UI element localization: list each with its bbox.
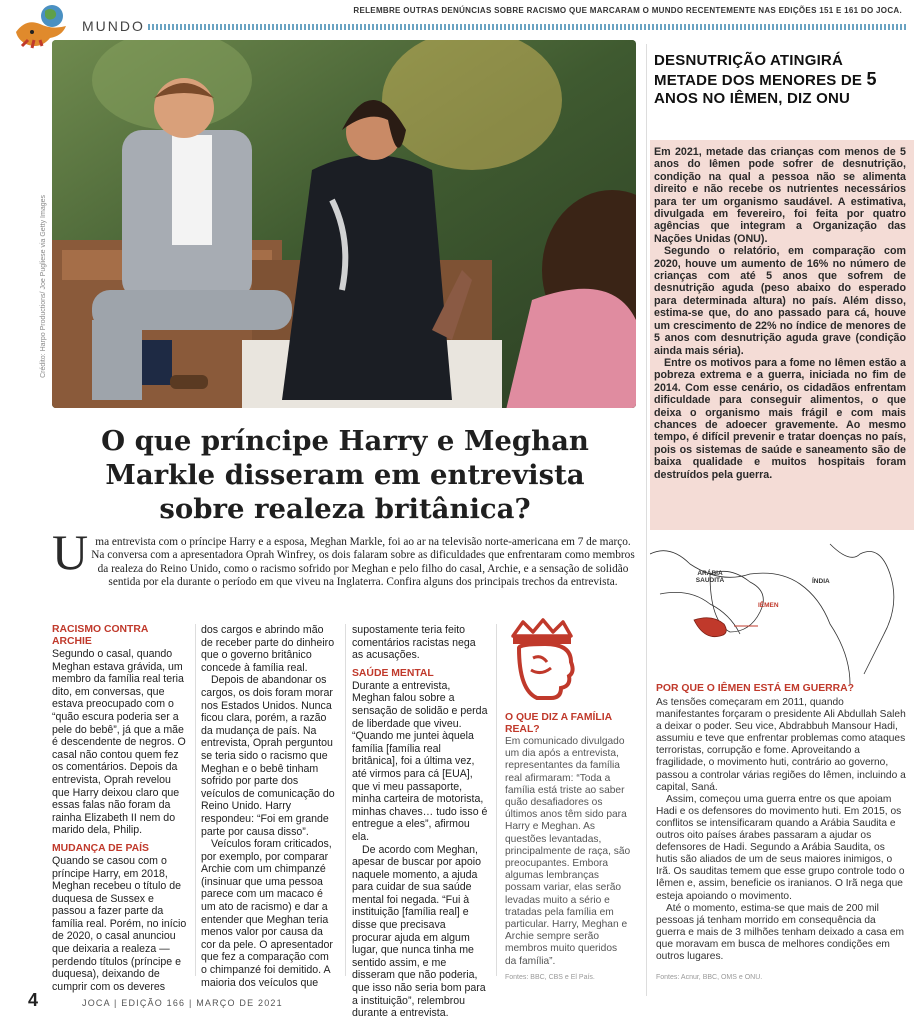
paragraph: Segundo o relatório, em comparação com 2020, houve um aumento de 16% no número de crianças com até 5 anos que sofrem de desnutrição aguda (peso abaixo do esperado para determinada altura) no país. Além disso, estima-se que, do ano passado para cá, houve um crescimento de 22% no índice de menores de 5 anos com desnutrição aguda grave (condição ainda mais séria). xyxy=(654,245,906,357)
heading-racismo: RACISMO CONTRA ARCHIE xyxy=(52,624,149,647)
heading-familia-real: O QUE DIZ A FAMÍLIA REAL? xyxy=(505,712,612,735)
column-divider xyxy=(195,624,196,976)
heading-saude: SAÚDE MENTAL xyxy=(352,667,434,679)
section-label: MUNDO xyxy=(82,18,145,34)
drop-cap: U xyxy=(52,524,89,580)
paragraph: Segundo o casal, quando Meghan estava grávida, um membro da família real teria dito, em conversas, que estava preocupado com o “quão escura poderia ser a pele do bebê”, já que a mãe é descendente de negros. O casal não contou quem fez os comentários. Depois da entrevista, Oprah revelou que Harry deixou claro que essas falas não foram da rainha Elizabeth II nem do marido dela, Philip. xyxy=(52,648,186,837)
paragraph: Em comunicado divulgado um dia após a entrevista, representantes da família real afirmaram: “Toda a família está triste ao saber quão desafiadores os últimos anos têm sido para Harry e Meghan. As questões levantadas, principalmente de raça, são preocupantes. Embora algumas lembranças possam variar, elas serão levadas muito a sério e tratadas pela família em particular. Harry, Meghan e Archie sempre serão membros muito queridos da família”. xyxy=(505,736,631,967)
column-2 xyxy=(201,624,337,989)
paragraph: Em 2021, metade das crianças com menos de 5 anos do Iêmen pode sofrer de desnutrição, condição na qual a pessoa não se alimenta direito e não recebe os nutrientes necessários para ter um organismo saudável. A estimativa, divulgada em fevereiro, foi feita por quatro agências que integram a Organização das Nações Unidas (ONU). xyxy=(654,146,906,245)
yemen-map xyxy=(650,534,914,684)
interview-photo xyxy=(52,40,636,408)
sidebar-sources: Fontes: Acnur, BBC, OMS e ONU. xyxy=(656,974,763,981)
paragraph: Assim, começou uma guerra entre os que apoiam Hadi e os defensores do movimento huti. Em 2015, os conflitos se intensificaram quando a Arábia Saudita e outros oito países árabes passaram a ajudar os defensores de Hadi. Segundo a Arábia Saudita, os hutis são aliados de um de seus maiores inimigos, o Irã. Os sauditas temem que esse grupo controle todo o Iêmen e, assim, beneficie os iranianos. O Irã nega que esteja apoiando o movimento. xyxy=(656,793,905,902)
paragraph: Veículos foram criticados, por exemplo, por comparar Archie com um chimpanzé (insinuar que uma pessoa parece com um macaco é um ato de racismo) e dar a entender que Meghan teria menos valor por causa da cor da pele. O apresentador que fez a comparação com o chimpanzé foi demitido. A maioria dos veículos que xyxy=(201,838,333,989)
photo-credit: Crédito: Harpo Productions/ Joe Pugliese via Getty Images xyxy=(40,195,47,378)
sidebar-text xyxy=(654,146,906,481)
column-1 xyxy=(52,624,188,993)
page-number: 4 xyxy=(28,990,39,1010)
map-label-iemen: IÊMEN xyxy=(758,602,779,609)
column-4 xyxy=(505,712,631,968)
article-title: O que príncipe Harry e Meghan Markle disseram em entrevista sobre realeza britânica? xyxy=(101,425,589,525)
map-label-india: ÍNDIA xyxy=(812,578,830,585)
paragraph: Até o momento, estima-se que mais de 200 mil pessoas já tenham morrido em consequência da guerra e mais de 3 milhões tenham deixado a casa em que moravam em busca de melhores condições em outros lugares. xyxy=(656,902,905,962)
header-note: RELEMBRE OUTRAS DENÚNCIAS SOBRE RACISMO QUE MARCARAM O MUNDO RECENTEMENTE NAS EDIÇÕES 151 E 161 DO JOCA. xyxy=(353,6,902,15)
paragraph: dos cargos e abrindo mão de receber parte do dinheiro que o governo britânico concede à família real. xyxy=(201,624,335,674)
paragraph: Quando se casou com o príncipe Harry, em 2018, Meghan recebeu o título de duquesa de Sussex e passou a fazer parte da família real. Porém, no início de 2020, o casal anunciou que deixaria a realeza — perdendo títulos (príncipe e duquesa), deixando de cumprir com os deveres xyxy=(52,854,187,993)
crown-head-icon xyxy=(505,614,581,706)
sidebar-title: DESNUTRIÇÃO ATINGIRÁ METADE DOS MENORES DE 5 ANOS NO IÊMEN, DIZ ONU xyxy=(654,52,877,107)
article-sources: Fontes: BBC, CBS e El País. xyxy=(505,974,595,981)
paragraph: As tensões começaram em 2011, quando manifestantes forçaram o presidente Ali Abdullah Saleh a deixar o poder. Seu vice, Abdrabbuh Mansour Hadi, assumiu e teve que enfrentar problemas como ataques terroristas, corrupção e fome. Aproveitando a fragilidade, o movimento huti, contrário ao governo, passou a controlar várias regiões do Iêmen, incluindo a capital, Saná. xyxy=(656,697,906,793)
sidebar-war-text xyxy=(656,697,906,963)
column-3 xyxy=(352,624,488,1020)
paragraph: Entre os motivos para a fome no Iêmen estão a pobreza extrema e a guerra, iniciada no fim de 2014. Com esse cenário, os cidadãos enfrentam dificuldade para conseguir alimentos, o que deixa o organismo mais frágil e com mais chances de adoecer gravemente. Ao mesmo tempo, é difícil prevenir e tratar doenças no país, pois os sistemas de saúde e saneamento são de baixa qualidade e muitos hospitais foram destruídos pela guerra. xyxy=(654,356,906,481)
heading-guerra: POR QUE O IÊMEN ESTÁ EM GUERRA? xyxy=(656,683,855,694)
map-label-arabia: ARÁBIA SAUDITA xyxy=(695,570,725,584)
paragraph: Durante a entrevista, Meghan falou sobre a sensação de solidão e perda de liberdade que viveu. “Quando me juntei àquela família [família real britânica], foi a última vez, até virmos para cá [EUA], que vi meu passaporte, minha carteira de motorista, minhas chaves… tudo isso é entregue a eles”, afirmou ela. xyxy=(352,679,488,843)
sidebar-divider xyxy=(646,44,647,996)
footer-text: JOCA | EDIÇÃO 166 | MARÇO DE 2021 xyxy=(82,998,283,1008)
paragraph: supostamente teria feito comentários racistas nega as acusações. xyxy=(352,624,476,662)
article-intro: ma entrevista com o príncipe Harry e a esposa, Meghan Markle, foi ao ar na televisão norte-americana em 7 de março. Na conversa com a apresentadora Oprah Winfrey, os dois falaram sobre as dificuldades que enfrentaram como membros da realeza do Reino Unido, como o racismo sofrido por Meghan e pelo filho do casal, Archie, e a sensação de solidão sentida por ela durante o período em que viveu na Inglaterra. Confira alguns dos principais trechos da entrevista. xyxy=(91,536,635,589)
heading-mudanca: MUDANÇA DE PAÍS xyxy=(52,842,149,854)
header-dotted-rule xyxy=(148,24,906,30)
column-divider xyxy=(496,624,497,976)
paragraph: Depois de abandonar os cargos, os dois foram morar nos Estados Unidos. Nunca ficou clara, porém, a razão da mudança de país. Na entrevista, Oprah perguntou se teria sido o racismo que Meghan e o bebê tinham sofrido por parte dos veículos de comunicação do Reino Unido. Harry respondeu: “Foi em grande parte por causa disso”. xyxy=(201,674,335,838)
paragraph: De acordo com Meghan, apesar de buscar por apoio naquele momento, a ajuda para cuidar de sua saúde mental foi negada. “Fui à instituição [família real] e disse que precisava procurar ajuda em algum lugar, que nunca tinha me sentido assim, e me disseram que não poderia, que isso não seria bom para a instituição”, relembrou durante a entrevista. xyxy=(352,843,486,1020)
column-divider xyxy=(345,624,346,976)
